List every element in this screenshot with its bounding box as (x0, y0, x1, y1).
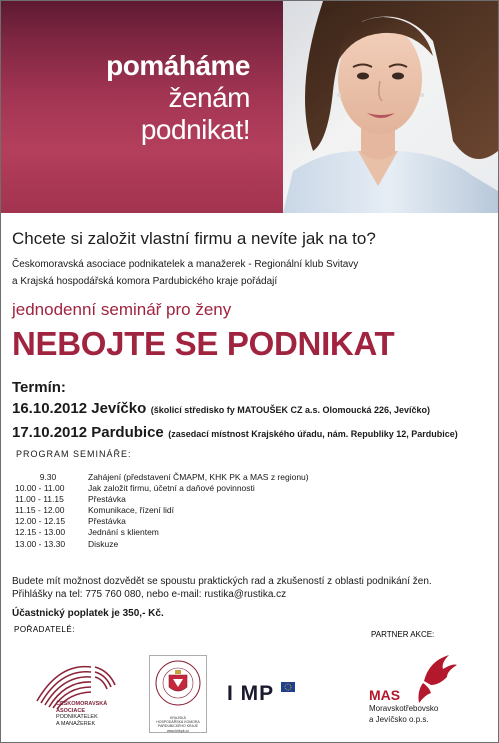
organizers-label: POŘADATELÉ: (14, 625, 75, 634)
inmp-logo-text: I MP (227, 682, 275, 705)
slogan (106, 50, 250, 146)
info-note: Budete mít možnost dozvědět se spoustu praktických rad a zkušeností z oblasti podnikání žen. (12, 576, 432, 587)
program-activity: Diskuze (88, 538, 119, 549)
program-time: 11.00 - 11.15 (15, 494, 64, 505)
eu-flag-icon (281, 682, 295, 692)
date-location: (zasedací místnost Krajského úřadu, nám. Republiky 12, Pardubice) (168, 429, 458, 439)
date-row (12, 400, 430, 418)
program-time: 10.00 - 11.00 (15, 483, 65, 494)
khk-line: www.khkpk.cz (167, 729, 189, 733)
cmapm-line: PODNIKATELEK (56, 714, 98, 720)
program-activity: Přestávka (88, 516, 126, 527)
program-activity: Přestávka (88, 494, 126, 505)
date-place: 17.10.2012 Pardubice (12, 424, 164, 441)
program-time: 9.30 (39, 472, 57, 482)
date-location: (školicí středisko fy MATOUŠEK CZ a.s. Olomoucká 226, Jevíčko) (150, 405, 431, 415)
program-time: 12.15 - 13.00 (15, 527, 66, 538)
organizers-line-2: a Krajská hospodářská komora Pardubického kraje pořádají (12, 276, 278, 287)
woman-portrait-illustration (283, 1, 498, 213)
seminar-subtitle: jednodenní seminář pro ženy (12, 300, 232, 319)
program-activity: Zahájení (představení ČMAPM, KHK PK a MAS z regionu) (88, 472, 309, 482)
fee-note: Účastnický poplatek je 350,- Kč. (12, 608, 164, 619)
date-row (12, 424, 458, 442)
headline: Chcete si založit vlastní firmu a nevíte jak na to? (12, 229, 376, 248)
slogan-line-1: pomáháme (106, 50, 250, 81)
cmapm-logo-text (56, 701, 107, 727)
mas-line: Moravskotřebovsko (369, 704, 439, 713)
program-activity: Jednání s klientem (88, 527, 159, 538)
slogan-line-3: podnikat! (140, 114, 250, 145)
cmapm-line: ČESKOMORAVSKÁ (56, 701, 108, 707)
banner (1, 1, 498, 213)
woman-photo (283, 1, 498, 213)
cmapm-line: ASOCIACE (56, 707, 86, 714)
program-time: 12.00 - 12.15 (15, 516, 66, 527)
organizers-line-1: Českomoravská asociace podnikatelek a manažerek - Regionální klub Svitavy (12, 259, 359, 270)
program-heading: PROGRAM SEMINÁŘE: (16, 449, 132, 459)
khk-line: HOSPODÁŘSKÁ KOMORA (156, 720, 200, 724)
partner-label: PARTNER AKCE: (371, 630, 435, 639)
date-place: 16.10.2012 Jevíčko (12, 400, 147, 417)
program-activity: Komunikace, řízení lidí (88, 505, 174, 516)
seminar-title: NEBOJTE SE PODNIKAT (12, 325, 395, 362)
khk-line: PARDUBICKÉHO KRAJE (158, 724, 198, 728)
program-time: 13.00 - 13.30 (15, 538, 66, 549)
program-time: 11.15 - 12.00 (15, 505, 65, 516)
inmp-logo (227, 682, 295, 706)
khk-line: KRAJSKÁ (170, 716, 186, 720)
slogan-line-2: ženám (168, 82, 250, 113)
banner-color-panel (1, 1, 283, 213)
mas-name: MAS (369, 687, 401, 703)
registration-contact: Přihlášky na tel: 775 760 080, nebo e-mail: rustika@rustika.cz (12, 589, 287, 600)
program-activity: Jak založit firmu, účetní a daňové povinnosti (88, 483, 255, 494)
cmapm-line: A MANAŽEREK (56, 720, 96, 727)
mas-line: a Jevíčsko o.p.s. (369, 715, 429, 724)
term-label: Termín: (12, 379, 66, 396)
